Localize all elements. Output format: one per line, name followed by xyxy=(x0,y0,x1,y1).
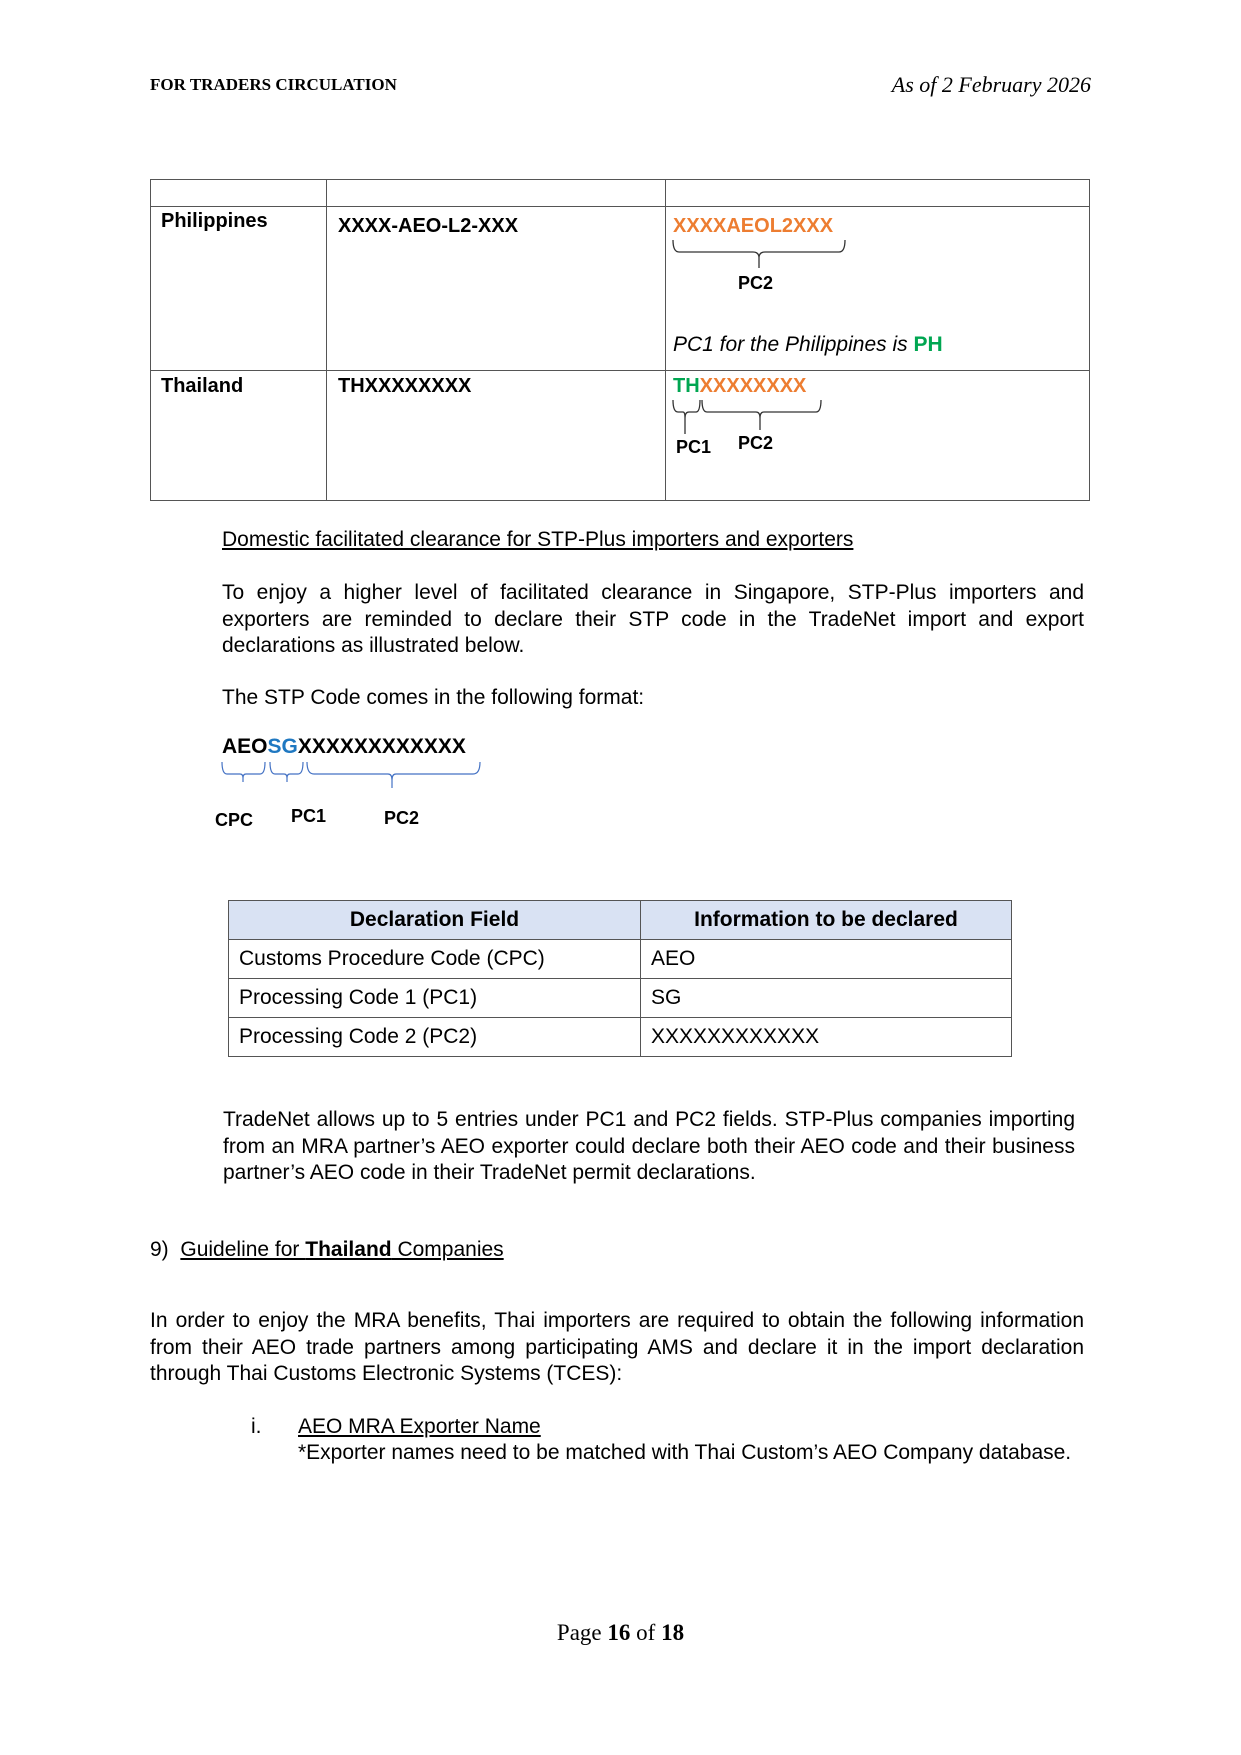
pc1-label: PC1 xyxy=(676,437,712,457)
pc2-label: PC2 xyxy=(738,433,774,453)
section-title: Guideline for Thailand Companies xyxy=(180,1238,504,1261)
page-number: Page 16 of 18 xyxy=(556,1620,685,1645)
field-cell: Customs Procedure Code (CPC) xyxy=(229,940,641,979)
circulation-label: FOR TRADERS CIRCULATION xyxy=(150,75,397,94)
list-item-title: AEO MRA Exporter Name xyxy=(298,1415,541,1438)
format-intro: The STP Code comes in the following format: xyxy=(222,686,645,709)
field-cell: Processing Code 2 (PC2) xyxy=(229,1018,641,1057)
table-header-row xyxy=(229,901,1012,940)
stp-bracket-icon xyxy=(218,760,488,800)
table-row xyxy=(229,1018,1012,1057)
domestic-paragraph: To enjoy a higher level of facilitated clearance in Singapore, STP-Plus importers and exporters are reminded to declare their STP code in the TradeNet import and export declarations as illustrated below. xyxy=(222,581,1084,657)
table-divider xyxy=(665,180,666,500)
section-heading: Domestic facilitated clearance for STP-Plus importers and exporters xyxy=(222,528,854,551)
pc1-note: PC1 for the Philippines is PH xyxy=(673,333,943,356)
table-row xyxy=(229,940,1012,979)
table-row xyxy=(229,979,1012,1018)
tradenet-note: TradeNet allows up to 5 entries under PC1 and PC2 fields. STP-Plus companies importing from an MRA partner’s AEO exporter could declare both their AEO code and their business partner’s AEO code in their TradeNet permit declarations. xyxy=(223,1108,1075,1184)
stp-code xyxy=(222,735,466,759)
format-cell: XXXX-AEO-L2-XXX xyxy=(338,215,519,237)
table-divider xyxy=(151,370,1089,371)
date-label: As of 2 February 2026 xyxy=(891,72,1091,97)
list-item-note: *Exporter names need to be matched with Thai Custom’s AEO Company database. xyxy=(298,1441,1072,1464)
format-cell: THXXXXXXXX xyxy=(338,375,472,397)
pc1-code: PH xyxy=(913,333,943,356)
pc2-label: PC2 xyxy=(738,273,774,293)
aeo-code-format-table xyxy=(150,179,1090,501)
column-header: Declaration Field xyxy=(229,901,641,940)
table-divider xyxy=(151,206,1089,207)
declared-code-pc2: XXXXAEOL2XXX xyxy=(673,215,834,237)
field-cell: Processing Code 1 (PC1) xyxy=(229,979,641,1018)
column-header: Information to be declared xyxy=(641,901,1012,940)
declared-code-pc2: XXXXXXXX xyxy=(699,375,807,397)
value-cell: SG xyxy=(641,979,1012,1018)
section-9-heading xyxy=(150,1237,504,1264)
pc2-bracket-icon xyxy=(671,238,851,270)
declared-code xyxy=(673,375,806,398)
declared-code-pc1: TH xyxy=(673,375,700,397)
country-cell: Thailand xyxy=(161,375,244,397)
declaration-field-table xyxy=(228,900,1012,1057)
pc1-label: PC1 xyxy=(291,806,327,826)
list-marker: i. xyxy=(251,1415,262,1438)
cpc-label: CPC xyxy=(215,810,254,830)
pc2-label: PC2 xyxy=(384,808,420,828)
pc1-pc2-bracket-icon xyxy=(671,398,831,438)
table-divider xyxy=(326,180,327,500)
country-cell: Philippines xyxy=(161,210,268,232)
value-cell: XXXXXXXXXXXX xyxy=(641,1018,1012,1057)
value-cell: AEO xyxy=(641,940,1012,979)
stp-pc2: XXXXXXXXXXXX xyxy=(297,735,466,758)
section-9-intro: In order to enjoy the MRA benefits, Thai importers are required to obtain the following information from their AEO trade partners among participating AMS and declare it in the import declaration through Thai Customs Electronic Systems (TCES): xyxy=(150,1309,1084,1385)
section-number: 9) xyxy=(150,1238,169,1261)
stp-pc1: SG xyxy=(267,735,298,758)
stp-cpc: AEO xyxy=(222,735,268,758)
